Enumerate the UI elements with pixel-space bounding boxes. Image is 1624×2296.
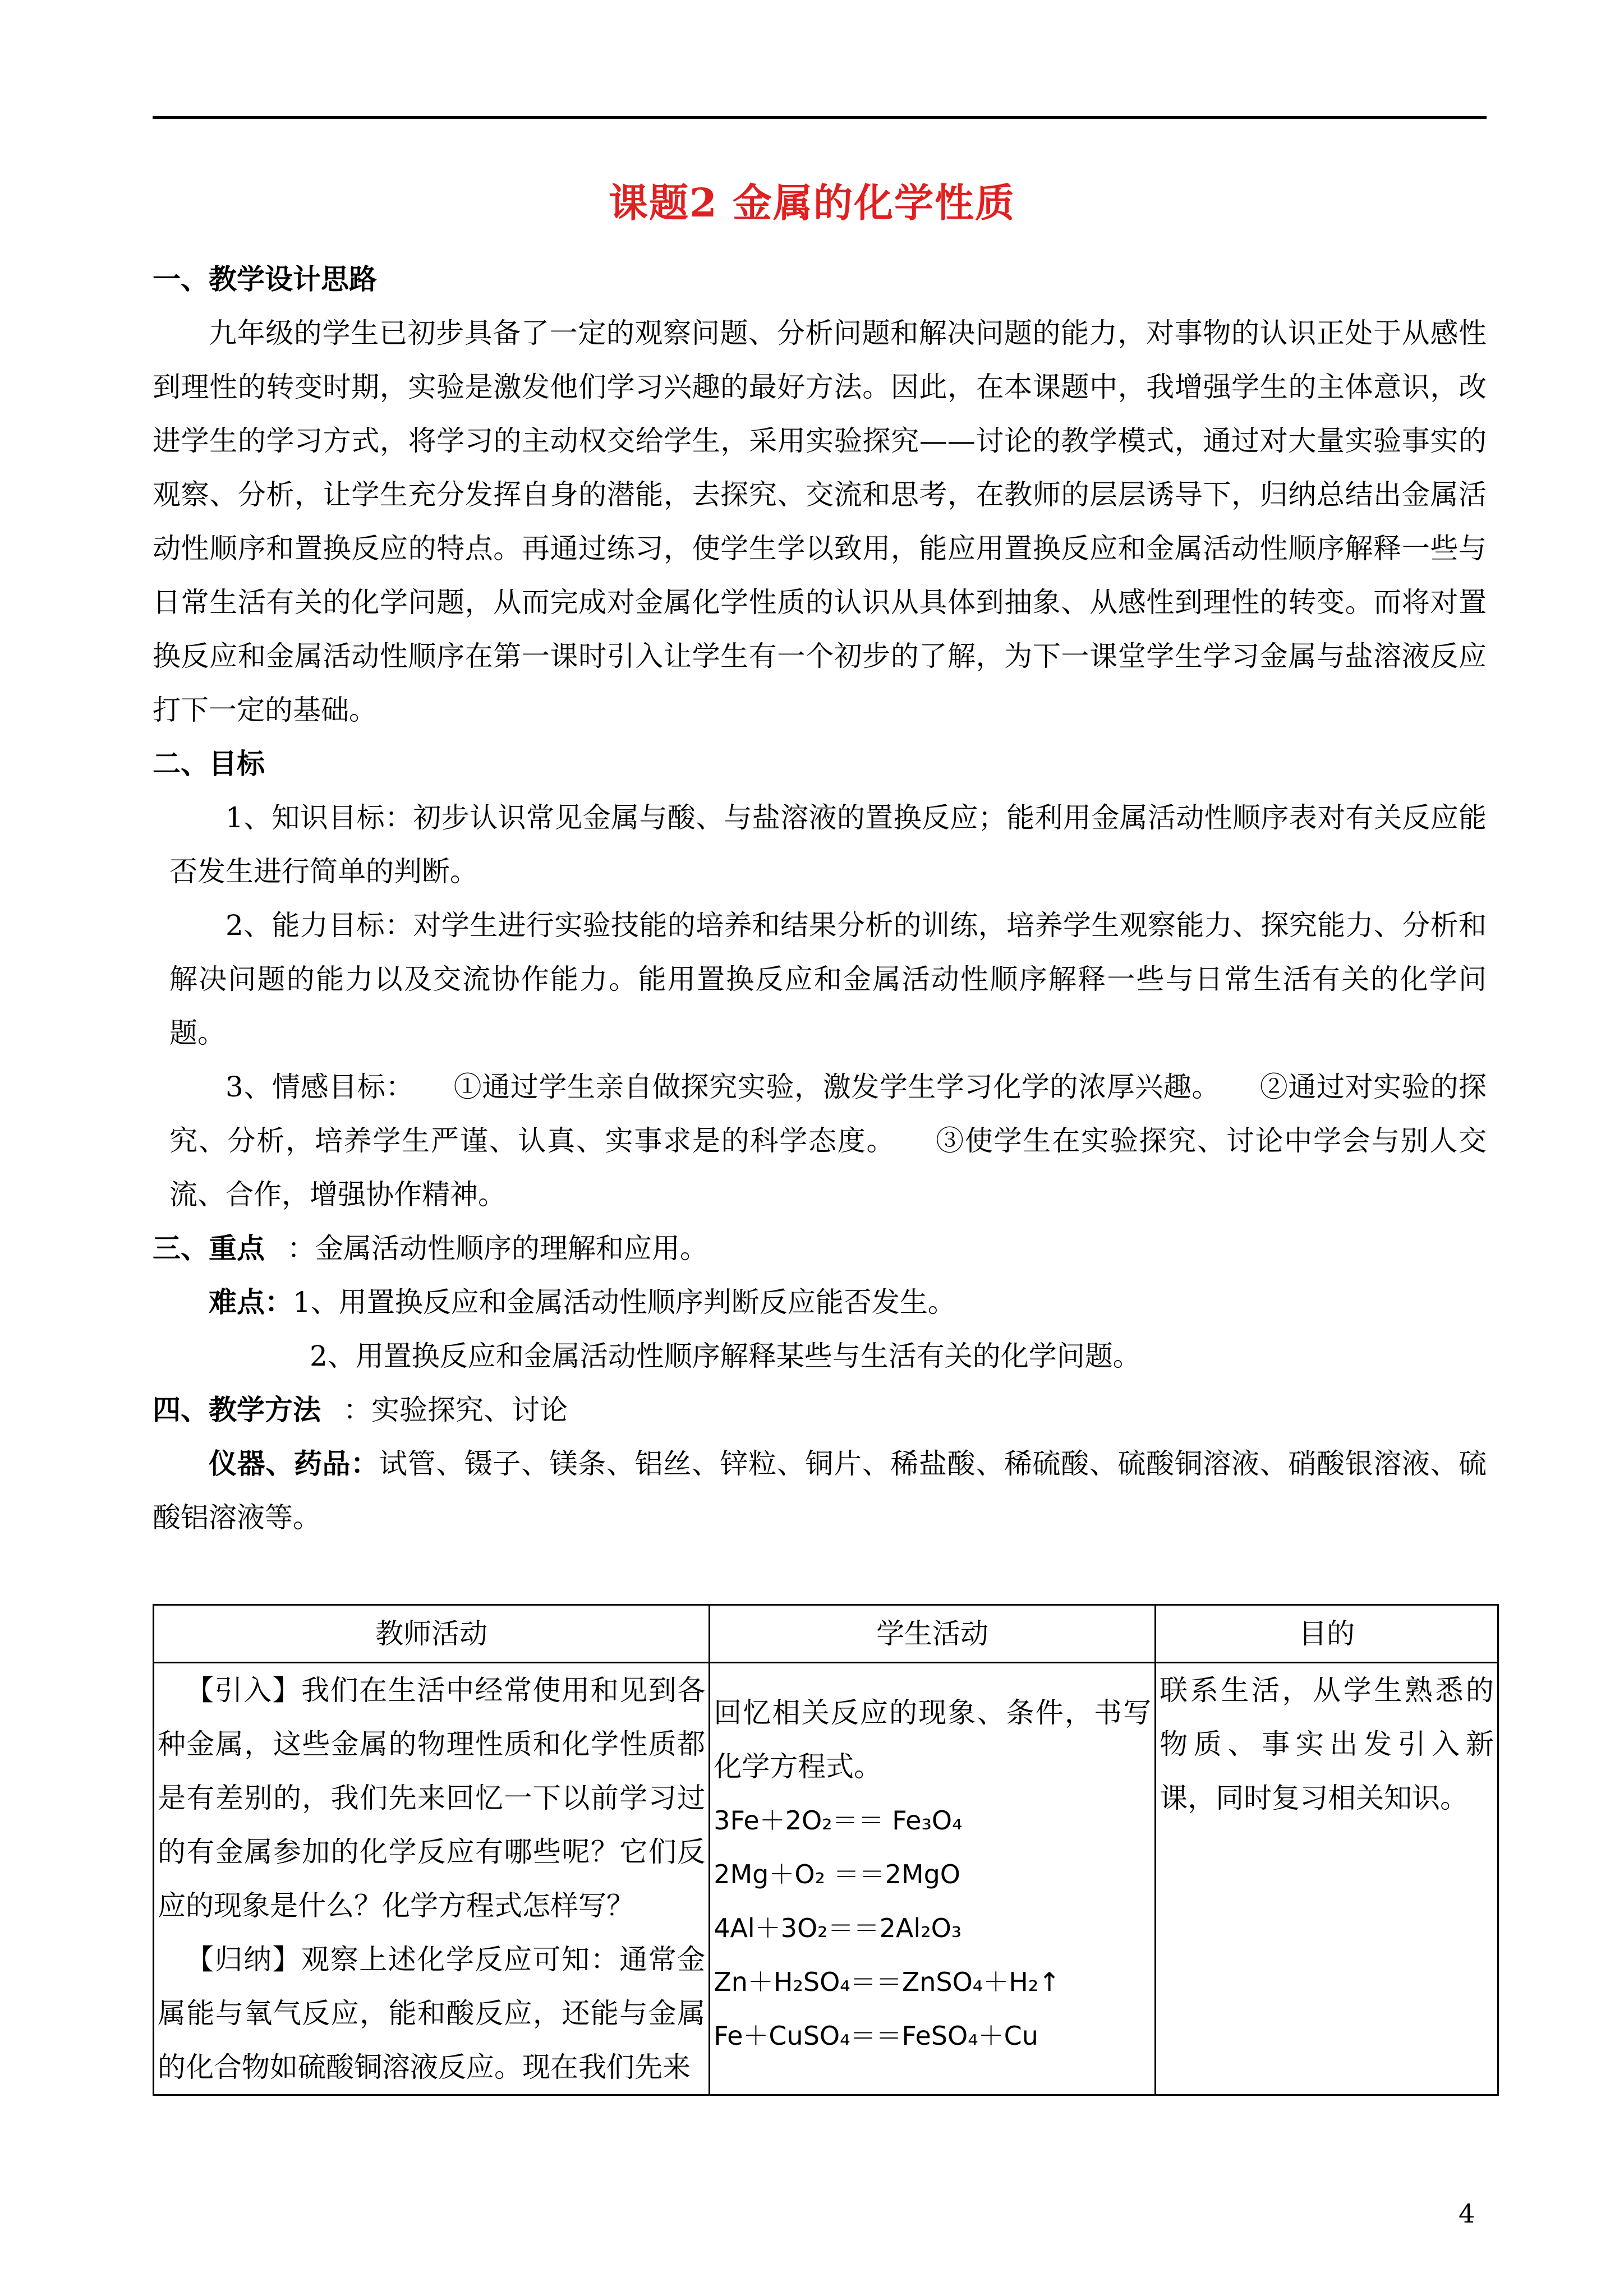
header-rule [153, 116, 1487, 119]
design-paragraph: 九年级的学生已初步具备了一定的观察问题、分析问题和解决问题的能力，对事物的认识正处于从感性到理性的转变时期，实验是激发他们学习兴趣的最好方法。因此，在本课题中，我增强学生的主体意识，改进学生的学习方式，将学习的主动权交给学生，采用实验探究——讨论的教学模式，通过对大量实验事实的观察、分析，让学生充分发挥自身的潜能，去探究、交流和思考，在教师的层层诱导下，归纳总结出金属活动性顺序和置换反应的特点。再通过练习，使学生学以致用，能应用置换反应和金属活动性顺序解释一些与日常生活有关的化学问题，从而完成对金属化学性质的认识从具体到抽象、从感性到理性的转变。而将对置换反应和金属活动性顺序在第一课时引入让学生有一个初步的了解，为下一课堂学生学习金属与盐溶液反应打下一定的基础。 [153, 317, 1487, 726]
student-text: 回忆相关反应的现象、条件，书写化学方程式。 [714, 1696, 1152, 1783]
goal-emotion-prefix: 3、情感目标： [226, 1071, 415, 1103]
teacher-activity-cell [154, 1663, 710, 2095]
method-label: 四、教学方法 [153, 1393, 321, 1426]
goal-ability: 2、能力目标：对学生进行实验技能的培养和结果分析的训练，培养学生观察能力、探究能力、分析和解决问题的能力以及交流协作能力。能用置换反应和金属活动性顺序解释一些与日常生活有关的化学问题。 [169, 909, 1487, 1049]
equipment-label: 仪器、药品： [209, 1447, 379, 1480]
page-title: 课题2 金属的化学性质 [608, 179, 1016, 226]
purpose-cell [1156, 1663, 1498, 2095]
purpose-text: 联系生活，从学生熟悉的物质、事实出发引入新课，同时复习相关知识。 [1160, 1674, 1494, 1814]
header-student: 学生活动 [710, 1605, 1156, 1663]
difficulty-2: 2、用置换反应和金属活动性顺序解释某些与生活有关的化学问题。 [310, 1340, 1141, 1372]
key-points [153, 1221, 1487, 1275]
equation-1: 3Fe＋2O₂＝＝ Fe₃O₄ [714, 1805, 963, 1836]
difficulty-1 [153, 1275, 1487, 1329]
goal-knowledge: 1、知识目标：初步认识常见金属与酸、与盐溶液的置换反应；能利用金属活动性顺序表对有关反应能否发生进行简单的判断。 [169, 801, 1487, 888]
equation-2: 2Mg＋O₂ ＝＝2MgO [714, 1859, 960, 1889]
difficulty-1-text: 1、用置换反应和金属活动性顺序判断反应能否发生。 [293, 1286, 956, 1318]
difficulty-label: 难点： [209, 1285, 293, 1318]
equation-4: Zn＋H₂SO₄＝＝ZnSO₄＋H₂↑ [714, 1967, 1060, 1997]
teacher-summary: 【归纳】观察上述化学反应可知：通常金属能与氧气反应，能和酸反应，还能与金属的化合物如硫酸铜溶液反应。现在我们先来 [158, 1943, 706, 2083]
table-row [154, 1663, 1498, 2095]
goals-heading: 二、目标 [153, 747, 265, 780]
student-activity-cell [710, 1663, 1156, 2095]
document-body [153, 252, 1487, 1545]
lesson-table [153, 1604, 1499, 2096]
key-label: 三、重点 [153, 1232, 265, 1265]
design-heading: 一、教学设计思路 [153, 262, 377, 296]
goal-emotion-b: ②通过对实验的探究、分析，培养学生严谨、认真、实事求是的科学态度。 [169, 1071, 1487, 1157]
equation-3: 4Al＋3O₂＝＝2Al₂O₃ [714, 1913, 962, 1943]
equation-5: Fe＋CuSO₄＝＝FeSO₄＋Cu [714, 2021, 1038, 2051]
key-text: ：金属活动性顺序的理解和应用。 [287, 1232, 708, 1265]
equipment-text: 试管、镊子、镁条、铝丝、锌粒、铜片、稀盐酸、稀硫酸、硫酸铜溶液、硝酸银溶液、硫酸铝溶液等。 [153, 1447, 1487, 1534]
header-purpose: 目的 [1156, 1605, 1498, 1663]
goal-emotion-c: ③使学生在实验探究、讨论中学会与别人交流、合作，增强协作精神。 [169, 1124, 1487, 1211]
goal-emotion-a: ①通过学生亲自做探究实验，激发学生学习化学的浓厚兴趣。 [453, 1071, 1221, 1103]
header-teacher: 教师活动 [154, 1605, 710, 1663]
page-number: 4 [1459, 2198, 1475, 2229]
teaching-method [153, 1383, 1487, 1437]
table-header-row [154, 1605, 1498, 1663]
teacher-intro: 【引入】我们在生活中经常使用和见到各种金属，这些金属的物理性质和化学性质都是有差别的，我们先来回忆一下以前学习过的有金属参加的化学反应有哪些呢？它们反应的现象是什么？化学方程式怎样写？ [158, 1674, 706, 1922]
goal-emotion [153, 1060, 1487, 1221]
equipment [153, 1437, 1487, 1545]
method-text: ：实验探究、讨论 [343, 1394, 568, 1426]
